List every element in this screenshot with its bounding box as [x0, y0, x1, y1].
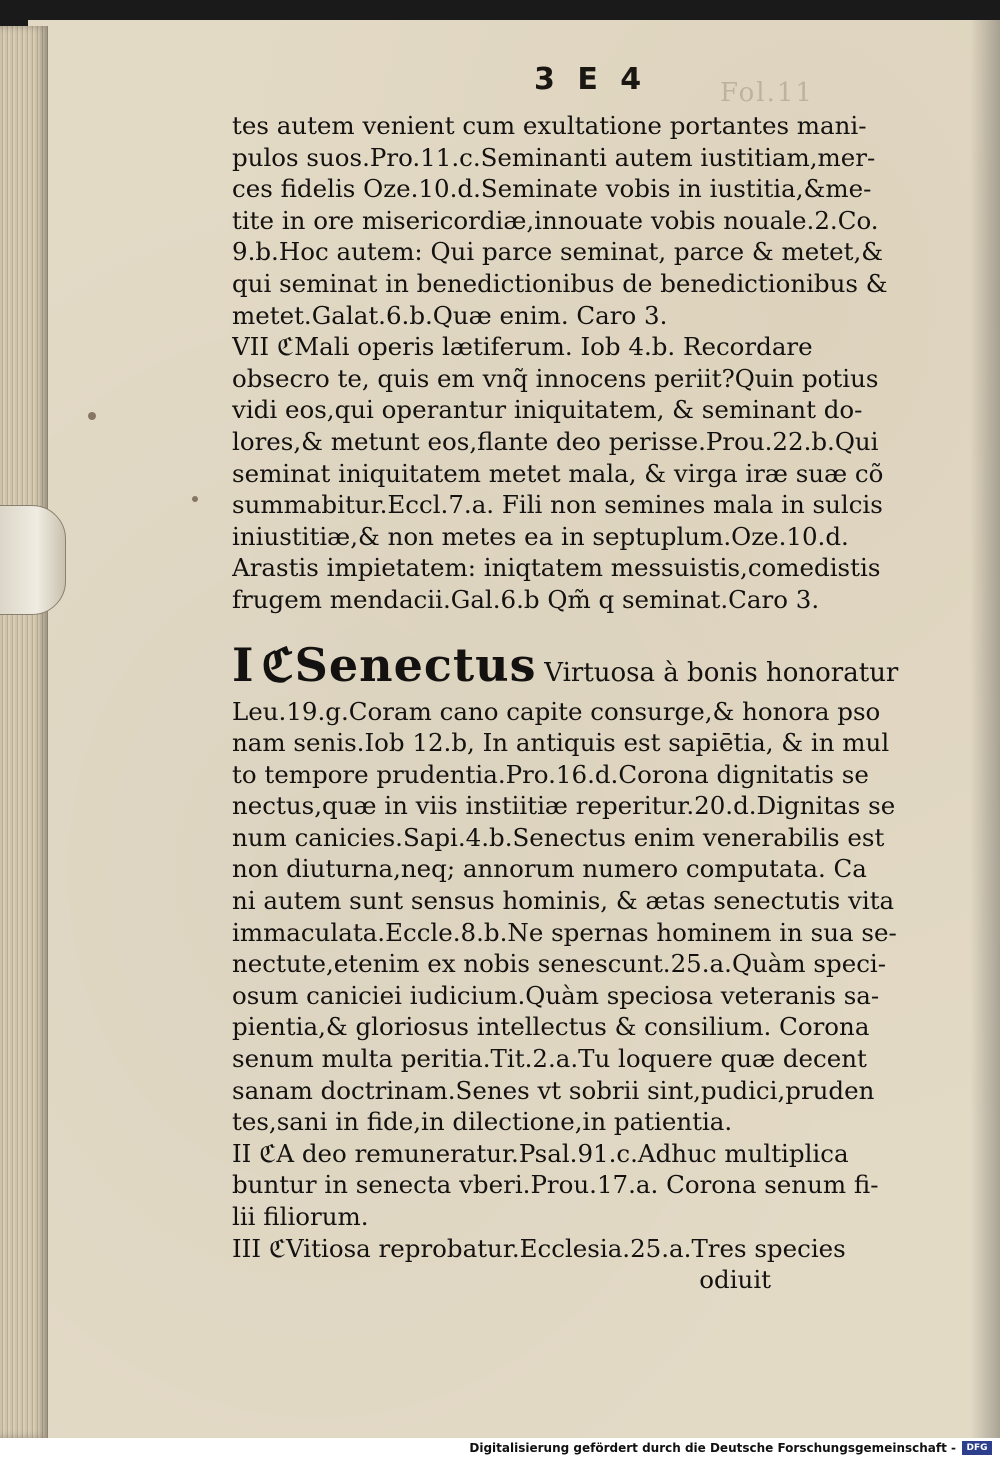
text-line: pulos suos.Pro.11.c.Seminanti autem iustitiam,mer- — [232, 142, 876, 172]
text-line: nectus,quæ in viis instiitiæ reperitur.20.d.Dignitas se — [232, 791, 896, 821]
text-line: ni autem sunt sensus hominis, & ætas senectutis vita — [232, 886, 895, 916]
text-line: obsecro te, quis em vnq̃ innocens periit?Quin potius — [232, 363, 879, 393]
text-line: qui seminat in benedictionibus de benedictionibus & — [232, 268, 888, 298]
text-line: pientia,& gloriosus intellectus & consilium. Corona — [232, 1012, 870, 1042]
text-line: iniustitiæ,& non metes ea in septuplum.Oze.10.d. — [232, 521, 849, 551]
page-body — [232, 110, 947, 1296]
text-line: to tempore prudentia.Pro.16.d.Corona dignitatis se — [232, 759, 869, 789]
footer-bar — [0, 1438, 1000, 1458]
text-line: buntur in senecta vberi.Prou.17.a. Corona senum fi- — [232, 1170, 879, 1200]
text-line: summabitur.Eccl.7.a. Fili non semines mala in sulcis — [232, 490, 883, 520]
text-line: III ℭVitiosa reprobatur.Ecclesia.25.a.Tres species — [232, 1233, 846, 1263]
bleed-through-text: Fol.11 — [720, 78, 814, 108]
ink-stain — [88, 412, 96, 420]
text-line: vidi eos,qui operantur iniquitatem, & seminant do- — [232, 395, 863, 425]
text-line: tite in ore misericordiæ,innouate vobis nouale.2.Co. — [232, 205, 879, 235]
book-clasp — [0, 505, 66, 615]
text-line: senum multa peritia.Tit.2.a.Tu loquere quæ decent — [232, 1044, 867, 1074]
gutter-shadow — [970, 20, 1000, 1438]
text-line: tes,sani in fide,in dilectione,in patientia. — [232, 1107, 733, 1137]
text-line: lii filiorum. — [232, 1202, 369, 1231]
section-title: ℭSenectus — [261, 637, 537, 692]
text-line: immaculata.Eccle.8.b.Ne spernas hominem in sua se- — [232, 917, 897, 947]
page-signature: 3 E 4 — [534, 62, 648, 97]
text-line: VII ℭMali operis lætiferum. Iob 4.b. Recordare — [232, 332, 813, 362]
ink-stain — [192, 496, 198, 502]
text-line: non diuturna,neq; annorum numero computata. Ca — [232, 854, 867, 884]
text-line: sanam doctrinam.Senes vt sobrii sint,pudici,pruden — [232, 1075, 875, 1105]
text-line: nectute,etenim ex nobis senescunt.25.a.Quàm speci- — [232, 949, 887, 979]
text-line: ces fidelis Oze.10.d.Seminate vobis in iustitia,&me- — [232, 174, 872, 204]
catchword-line: odiuit — [232, 1265, 771, 1295]
text-line: osum caniciei iudicium.Quàm speciosa veteranis sa- — [232, 980, 880, 1010]
section-heading — [232, 634, 947, 696]
text-line: tes autem venient cum exultatione portantes mani- — [232, 111, 867, 140]
text-line: lores,& metunt eos,flante deo perisse.Prou.22.b.Qui — [232, 426, 879, 456]
text-line: Leu.19.g.Coram cano capite consurge,& honora pso — [232, 696, 881, 726]
text-line: metet.Galat.6.b.Quæ enim. Caro 3. — [232, 300, 668, 330]
text-line: num canicies.Sapi.4.b.Senectus enim venerabilis est — [232, 822, 885, 852]
section-number: I — [232, 637, 254, 692]
dfg-logo: DFG — [962, 1441, 992, 1455]
text-line: nam senis.Iob 12.b, In antiquis est sapiētia, & in mul — [232, 728, 890, 758]
section-subtitle: Virtuosa à bonis honoratur — [544, 657, 899, 688]
text-line: seminat iniquitatem metet mala, & virga iræ suæ cõ — [232, 458, 884, 488]
text-line: frugem mendacii.Gal.6.b Qm̃ q seminat.Caro 3. — [232, 584, 820, 614]
text-line: II ℭA deo remuneratur.Psal.91.c.Adhuc multiplica — [232, 1138, 849, 1168]
book-fore-edge — [0, 26, 48, 1438]
text-line: Arastis impietatem: iniqtatem messuistis,comedistis — [232, 553, 881, 583]
text-line: 9.b.Hoc autem: Qui parce seminat, parce & metet,& — [232, 237, 884, 267]
funding-credit: Digitalisierung gefördert durch die Deutsche Forschungsgemeinschaft - — [469, 1441, 956, 1455]
